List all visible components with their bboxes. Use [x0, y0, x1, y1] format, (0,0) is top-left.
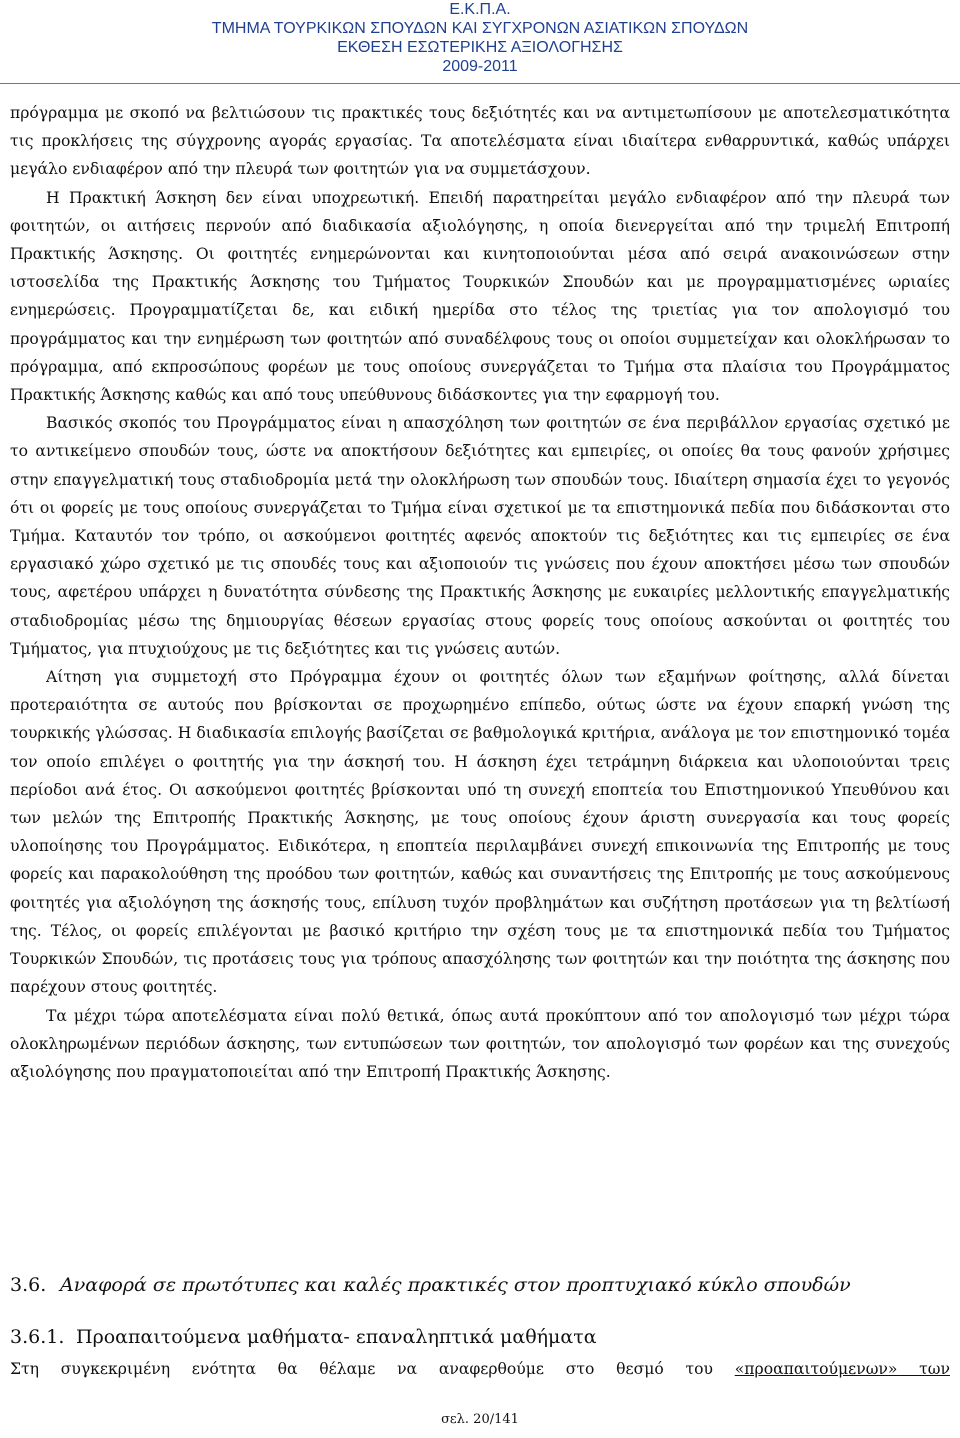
- paragraph-1: πρόγραμμα με σκοπό να βελτιώσουν τις πρακτικές τους δεξιότητές και να αντιμετωπίσουν με αποτελεσματικότητα τις προκλήσεις της σύγχρονης αγοράς εργασίας. Τα αποτελέσματα είναι ιδιαίτερα ενθαρρυντικά, καθώς υπάρχει μεγάλο ενδιαφέρον από την πλευρά των φοιτητών για να συμμετάσχουν.: [10, 104, 950, 179]
- subsection-title: Προαπαιτούμενα μαθήματα- επαναληπτικά μαθήματα: [76, 1326, 597, 1348]
- header-org: Ε.Κ.Π.Α.: [449, 1, 511, 18]
- header-divider: [0, 83, 960, 85]
- paragraph-5: Τα μέχρι τώρα αποτελέσματα είναι πολύ θετικά, όπως αυτά προκύπτουν από τον απολογισμό των μέχρι τώρα ολοκληρωμένων περιόδων άσκησης, των εντυπώσεων των φοιτητών, τον απολογισμό των φορέων και της συνεχούς αξιολόγησης που πραγματοποιείται από την Επιτροπή Πρακτικής Άσκησης.: [10, 1006, 950, 1081]
- underlined-term: «προαπαιτούμενων» των: [734, 1360, 950, 1378]
- header-department: ΤΜΗΜΑ ΤΟΥΡΚΙΚΩΝ ΣΠΟΥΔΩΝ ΚΑΙ ΣΥΓΧΡΟΝΩΝ ΑΣΙΑΤΙΚΩΝ ΣΠΟΥΔΩΝ: [211, 20, 749, 37]
- paragraph-4: Αίτηση για συμμετοχή στο Πρόγραμμα έχουν οι φοιτητές όλων των εξαμήνων φοίτησης, αλλά δίνεται προτεραιότητα σε αυτούς που βρίσκονται σε προχωρημένο επίπεδο, ούτως ώστε να έχουν επαρκή γνώση της τουρκικής γλώσσας. Η διαδικασία επιλογής βασίζεται σε βαθμολογικά κριτήρια, ανάλογα με τον επιστημονικό τομέα τον οποίο επιλέγει ο φοιτητής για την άσκησή του. Η άσκηση έχει τετράμηνη διάρκεια και υλοποιούνται τρεις περίοδοι ανά έτος. Οι ασκούμενοι φοιτητές βρίσκονται υπό τη συνεχή εποπτεία του Επιστημονικού Υπευθύνου και των μελών της Επιτροπής Πρακτικής Άσκησης, με τους οποίους έχουν άριστη συνεργασία και τους φορείς υλοποίησης του Προγράμματος. Ειδικότερα, η εποπτεία περιλαμβάνει συνεχή επικοινωνία της Επιτροπής με τους φορείς και παρακολούθηση της προόδου των φοιτητών, καθώς και συναντήσεις της Επιτροπής με τους ασκούμενους φοιτητές για αξιολόγηση της άσκησής τους, επίλυση τυχόν προβλημάτων και συζήτηση προτάσεων για τη βελτίωσή της. Τέλος, οι φορείς επιλέγονται με βασικό κριτήριο την σχέση τους με τα επιστημονικά πεδία του Τμήματος Τουρκικών Σπουδών, τις προτάσεις τους για τρόπους απασχόλησης των φοιτητών και την ποιότητα της άσκησης που παρέχουν στους φοιτητές.: [10, 668, 950, 997]
- continuation-text: Στη συγκεκριμένη ενότητα θα θέλαμε να αναφερθούμε στο θεσμό του: [10, 1360, 713, 1378]
- header-report-title: ΕΚΘΕΣΗ ΕΣΩΤΕΡΙΚΗΣ ΑΞΙΟΛΟΓΗΣΗΣ: [337, 39, 623, 56]
- page-number: σελ. 20/141: [441, 1412, 519, 1427]
- section-number: 3.6.: [10, 1274, 47, 1296]
- paragraph-continuation: [10, 1355, 950, 1383]
- subsection-number: 3.6.1.: [10, 1326, 65, 1348]
- section-title: Αναφορά σε πρωτότυπες και καλές πρακτικές στον προπτυχιακό κύκλο σπουδών: [60, 1274, 851, 1296]
- subsection-heading: [10, 1324, 950, 1350]
- paragraph-3: Βασικός σκοπός του Προγράμματος είναι η απασχόληση των φοιτητών σε ένα περιβάλλον εργασίας σχετικό με το αντικείμενο σπουδών τους, ώστε να αποκτήσουν δεξιότητες και εμπειρίες, οι οποίες θα τους φανούν χρήσιμες στην επαγγελματική τους σταδιοδρομία μετά την ολοκλήρωση των σπουδών τους. Ιδιαίτερη σημασία έχει το γεγονός ότι οι φορείς με τους οποίους συνεργάζεται το Τμήμα είναι σχετικοί με τα επιστημονικά πεδία που διδάσκονται στο Τμήμα. Καταυτόν τον τρόπο, οι ασκούμενοι φοιτητές αφενός αποκτούν τις δεξιότητες και τις εμπειρίες σε ένα εργασιακό χώρο σχετικό με τις σπουδές τους και αξιοποιούν τις γνώσεις που έχουν αποκτήσει μέσω των σπουδών τους, αφετέρου υπάρχει η δυνατότητα σύνδεσης της Πρακτικής Άσκησης με ευκαιρίες μελλοντικής επαγγελματικής σταδιοδρομίας μέσω της δημιουργίας θέσεων εργασίας στους φορείς τους οποίους ασκούνται οι φοιτητές του Τμήματος, για πτυχιούχους με τις δεξιότητες και τις γνώσεις αυτών.: [10, 414, 950, 658]
- paragraph-2: Η Πρακτική Άσκηση δεν είναι υποχρεωτική. Επειδή παρατηρείται μεγάλο ενδιαφέρον από την πλευρά των φοιτητών, οι αιτήσεις περνούν από διαδικασία αξιολόγησης, η οποία διενεργείται από την τριμελή Επιτροπή Πρακτικής Άσκησης. Οι φοιτητές ενημερώνονται και κινητοποιούνται μέσα από σειρά ανακοινώσεων στην ιστοσελίδα της Πρακτικής Άσκησης του Τμήματος Τουρκικών Σπουδών και με προγραμματισμένες ωριαίες ενημερώσεις. Προγραμματίζεται δε, και ειδική ημερίδα στο τέλος της τριετίας για τον απολογισμό του προγράμματος και την ενημέρωση των φοιτητών από συναδέλφους τους οι οποίοι συμμετείχαν και ολοκλήρωσαν το πρόγραμμα, από εκπροσώπους φορέων με τους οποίους συνεργάζεται το Τμήμα στα πλαίσια του Προγράμματος Πρακτικής Άσκησης καθώς και από τους υπεύθυνους διδάσκοντες για την εφαρμογή του.: [10, 188, 950, 405]
- page-header: [0, 0, 960, 76]
- section-heading: [10, 1272, 950, 1298]
- header-years: 2009-2011: [442, 58, 518, 75]
- document-body: [10, 99, 950, 1086]
